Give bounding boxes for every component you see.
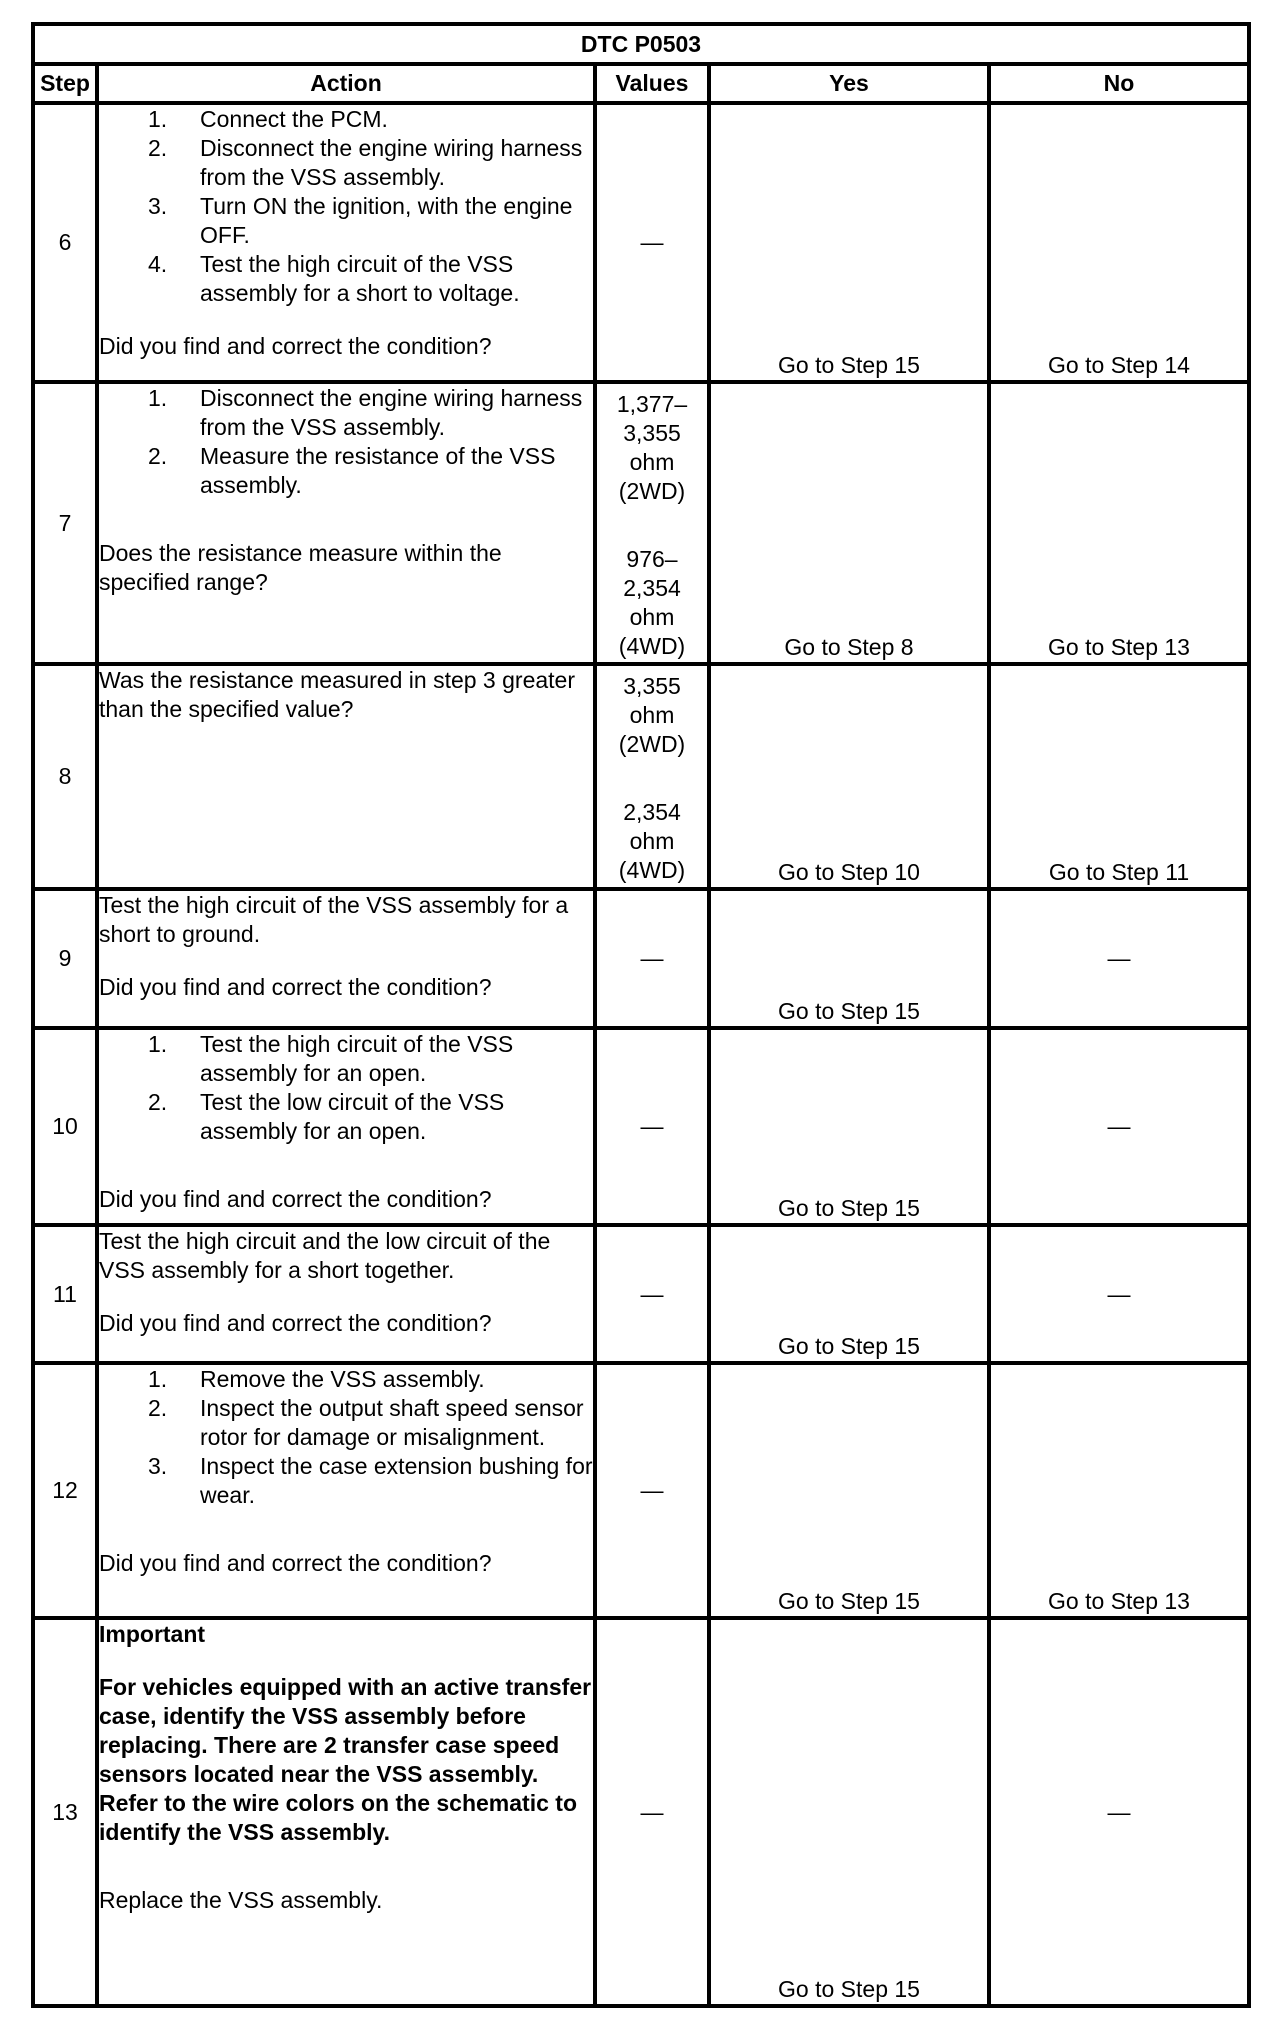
action-step: 4. Test the high circuit of the VSS assembly for a short to voltage. [148,251,520,306]
no-cell: — [989,1028,1249,1225]
values-cell: — [595,1028,709,1225]
important-title: Important [99,1621,206,1647]
table-row [33,1028,1249,1225]
table-row [33,1363,1249,1618]
action-cell [97,1225,595,1363]
yes-cell: Go to Step 10 [709,664,989,889]
step-number: 11 [33,1225,97,1363]
table-row [33,1225,1249,1363]
no-cell: — [989,1618,1249,2006]
values-cell: 3,355 ohm (2WD) 2,354 ohm (4WD) [595,664,709,889]
yes-cell: Go to Step 15 [709,1618,989,2006]
action-step: 1. Connect the PCM. [148,106,388,132]
table-row [33,1618,1249,2006]
header-yes: Yes [709,64,989,103]
action-step: 3. Inspect the case extension bushing for wear. [148,1453,593,1508]
action-question: Did you find and correct the condition? [99,1310,492,1336]
action-question: Was the resistance measured in step 3 greater than the specified value? [99,667,575,722]
action-step: 2. Inspect the output shaft speed sensor rotor for damage or misalignment. [148,1395,584,1450]
action-question: Does the resistance measure within the specified range? [99,540,502,595]
action-cell [97,382,595,664]
values-cell: 1,377– 3,355 ohm (2WD) 976– 2,354 ohm (4WD) [595,382,709,664]
step-number: 8 [33,664,97,889]
action-step: 2. Disconnect the engine wiring harness from the VSS assembly. [148,135,583,190]
action-question: Replace the VSS assembly. [99,1887,383,1913]
no-cell: Go to Step 14 [989,103,1249,382]
action-question: Did you find and correct the condition? [99,1550,492,1576]
action-question: Did you find and correct the condition? [99,974,492,1000]
action-cell [97,889,595,1028]
no-cell: Go to Step 13 [989,1363,1249,1618]
step-number: 13 [33,1618,97,2006]
action-cell [97,664,595,889]
action-cell [97,1363,595,1618]
values-cell: — [595,1363,709,1618]
action-text: Test the high circuit of the VSS assembly for a short to ground. [99,892,569,947]
yes-cell: Go to Step 15 [709,1028,989,1225]
table-row [33,382,1249,664]
step-number: 12 [33,1363,97,1618]
step-number: 9 [33,889,97,1028]
yes-cell: Go to Step 8 [709,382,989,664]
header-no: No [989,64,1249,103]
action-question: Did you find and correct the condition? [99,1186,492,1212]
action-step: 1. Test the high circuit of the VSS assembly for an open. [148,1031,514,1086]
action-steps [99,384,593,500]
values-cell: — [595,889,709,1028]
no-cell: Go to Step 11 [989,664,1249,889]
yes-cell: Go to Step 15 [709,1225,989,1363]
header-action: Action [97,64,595,103]
important-note: For vehicles equipped with an active transfer case, identify the VSS assembly before replacing. There are 2 transfer case speed sensors located near the VSS assembly. Refer to the wire colors on the schematic to identify the VSS assembly. [99,1674,592,1845]
yes-cell: Go to Step 15 [709,889,989,1028]
values-cell: — [595,103,709,382]
step-number: 6 [33,103,97,382]
action-step: 2. Test the low circuit of the VSS assembly for an open. [148,1089,505,1144]
action-step: 1. Disconnect the engine wiring harness from the VSS assembly. [148,385,583,440]
no-cell: — [989,889,1249,1028]
action-steps [99,1030,593,1146]
yes-cell: Go to Step 15 [709,1363,989,1618]
header-step: Step [33,64,97,103]
table-title: DTC P0503 [33,24,1249,64]
action-step: 2. Measure the resistance of the VSS assembly. [148,443,556,498]
action-cell [97,103,595,382]
action-steps [99,105,593,308]
table-row [33,664,1249,889]
table-row [33,889,1249,1028]
action-steps [99,1365,593,1510]
action-cell [97,1618,595,2006]
values-cell: — [595,1618,709,2006]
action-text: Test the high circuit and the low circuit of the VSS assembly for a short together. [99,1228,551,1283]
header-values: Values [595,64,709,103]
yes-cell: Go to Step 15 [709,103,989,382]
table-row [33,103,1249,382]
action-step: 3. Turn ON the ignition, with the engine OFF. [148,193,573,248]
dtc-procedure-table [31,22,1251,2008]
action-step: 1. Remove the VSS assembly. [148,1366,485,1392]
no-cell: — [989,1225,1249,1363]
values-cell: — [595,1225,709,1363]
step-number: 7 [33,382,97,664]
no-cell: Go to Step 13 [989,382,1249,664]
step-number: 10 [33,1028,97,1225]
action-question: Did you find and correct the condition? [99,333,492,359]
action-cell [97,1028,595,1225]
